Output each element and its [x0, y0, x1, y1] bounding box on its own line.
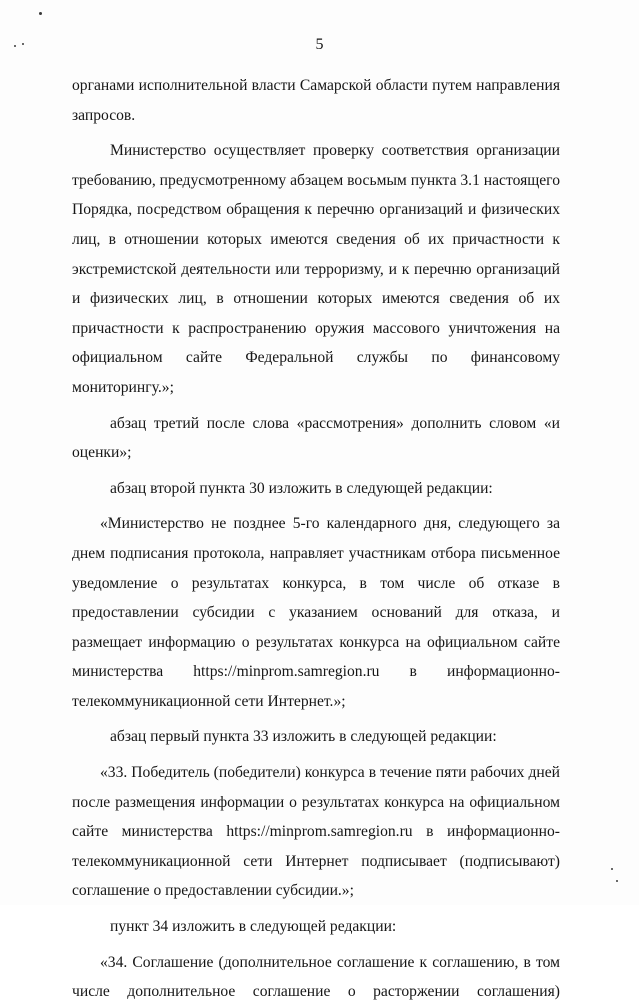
scan-speck [39, 12, 42, 15]
quoted-paragraph: «34. Соглашение (дополнительное соглашение к соглашению, в том числе дополнительное соглашение о расторжении соглашения) [72, 953, 560, 1001]
page-number: 5 [315, 36, 324, 53]
paragraph: пункт 34 изложить в следующей редакции: [110, 918, 397, 936]
scan-speck [616, 880, 618, 882]
paragraph: Министерство осуществляет проверку соответствия организации требованию, предусмотренному абзацем восьмым пункта 3.1 настоящего Порядка, посредством обращения к перечню организаций и физических лиц, в отношении которых имеются сведения об их причастности к экстремистской деятельности или терроризму, и к перечню организаций и физических лиц, в отношении которых имеются сведения об их причастности к распространению оружия массового уничтожения на официальном сайте Федеральной службы по финансовому мониторингу.»; [72, 142, 560, 396]
paragraph: абзац первый пункта 33 изложить в следующей редакции: [110, 728, 497, 746]
paragraph: абзац третий после слова «рассмотрения» дополнить словом «и оценки»; [72, 414, 560, 462]
scan-speck [611, 868, 613, 870]
paragraph: абзац второй пункта 30 изложить в следующей редакции: [110, 479, 493, 497]
quoted-paragraph: «Министерство не позднее 5-го календарного дня, следующего за днем подписания протокола, направляет участникам отбора письменное уведомление о результатах конкурса, в том числе об отказе в предоставлении субсидии с указанием оснований для отказа, и размещает информацию о результатах конкурса на официальном сайте министерства https://minprom.samregion.ru в информационно-телекоммуникационной сети Интернет.»; [72, 515, 560, 710]
paragraph: органами исполнительной власти Самарской области путем направления запросов. [72, 77, 560, 124]
document-body [72, 71, 560, 1007]
quoted-paragraph: «33. Победитель (победители) конкурса в течение пяти рабочих дней после размещения информации о результатах конкурса на официальном сайте министерства https://minprom.samregion.ru в информационно-телекоммуникационной сети Интернет подписывает (подписывают) соглашение о предоставлении субсидии.»; [72, 764, 560, 900]
